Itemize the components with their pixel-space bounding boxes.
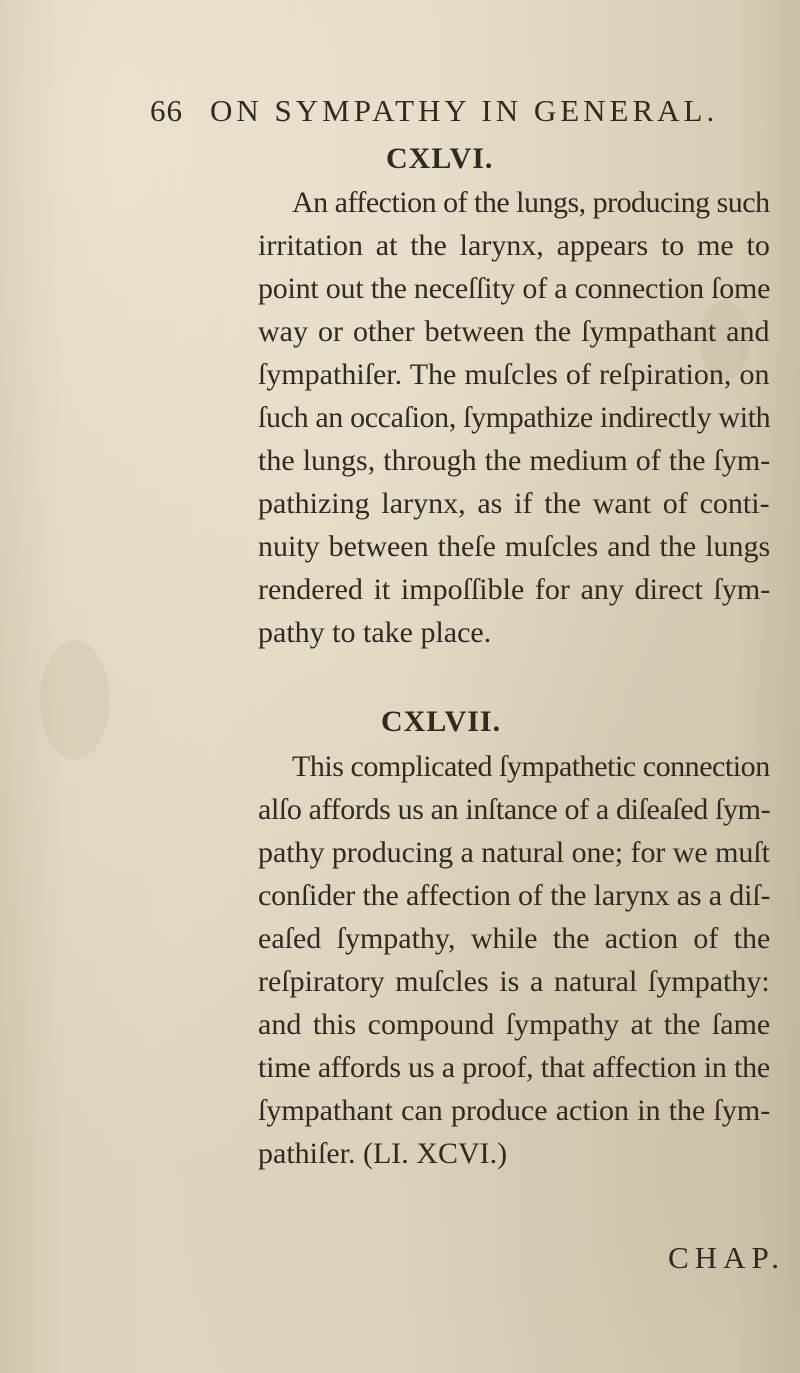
text-line: time affords us a proof, that affection in the <box>258 1051 771 1084</box>
text-line: eaſed ſympathy, while the action of the <box>258 922 771 955</box>
page-number: 66 <box>150 93 183 128</box>
text-line: An affection of the lungs, producing such <box>292 186 770 219</box>
running-title: ON SYMPATHY IN GENERAL. <box>210 93 719 128</box>
text-line: This complicated ſympathetic connection <box>292 750 770 783</box>
text-line: way or other between the ſympathant and <box>258 315 770 348</box>
text-line: ſympathiſer. The muſcles of reſpiration, on <box>258 358 770 391</box>
paper-stain <box>40 640 110 760</box>
text-line: irritation at the larynx, appears to me to <box>258 229 770 262</box>
text-line: point out the neceſſity of a connection ſome <box>258 272 771 305</box>
text-line: reſpiratory muſcles is a natural ſympathy: <box>258 965 770 998</box>
section-number: CXLVII. <box>381 705 502 738</box>
catchword: CHAP. <box>668 1240 786 1275</box>
text-line: and this compound ſympathy at the ſame <box>258 1008 771 1041</box>
text-line: pathy producing a natural one; for we muſt <box>258 836 770 869</box>
text-line: ſuch an occaſion, ſympathize indirectly with <box>258 401 771 434</box>
text-line: the lungs, through the medium of the ſym- <box>258 444 771 477</box>
section-number: CXLVI. <box>386 142 494 175</box>
text-line: pathiſer. (LI. XCVI.) <box>258 1137 508 1170</box>
text-line: conſider the affection of the larynx as a diſ- <box>258 879 771 912</box>
text-line: nuity between theſe muſcles and the lungs <box>258 530 771 563</box>
text-line: alſo affords us an inſtance of a diſeaſed ſym- <box>258 793 771 826</box>
text-line: ſympathant can produce action in the ſym- <box>258 1094 771 1127</box>
text-line: pathy to take place. <box>258 616 492 649</box>
text-line: pathizing larynx, as if the want of conti- <box>258 487 770 520</box>
text-line: rendered it impoſſible for any direct ſym- <box>258 573 771 606</box>
